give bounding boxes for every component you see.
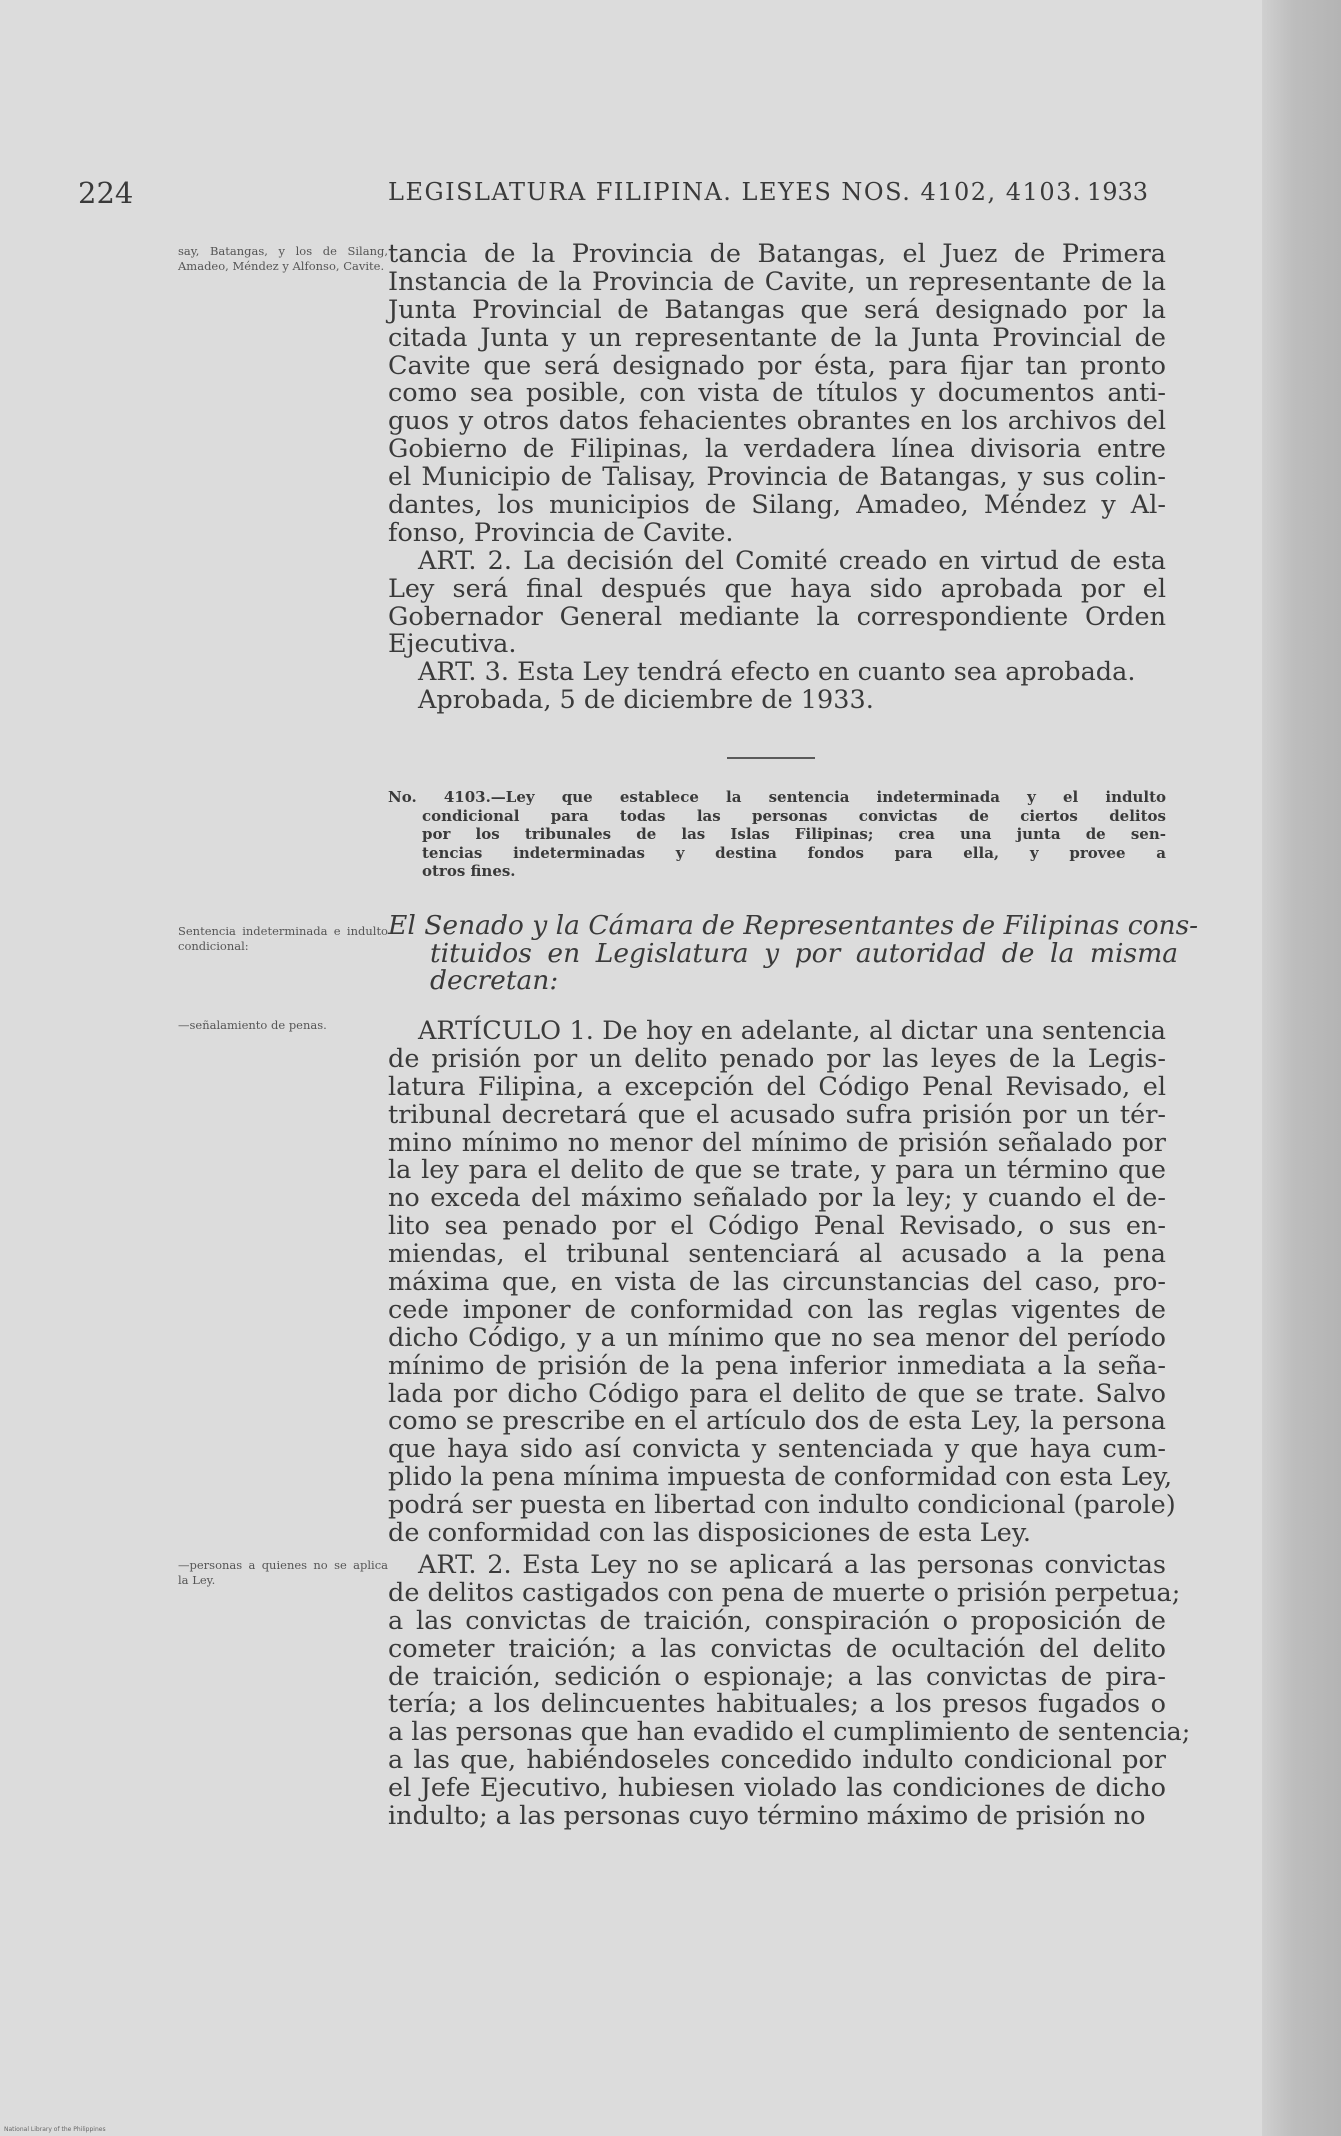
article1-line: como se prescribe en el artículo dos de esta Ley, la persona xyxy=(388,1406,1166,1437)
enacting-line: El Senado y la Cámara de Representantes de Filipinas cons- xyxy=(388,910,1199,941)
article1-line: plido la pena mínima impuesta de conformidad con esta Ley, xyxy=(388,1462,1173,1493)
article1-line: máxima que, en vista de las circunstancias del caso, pro- xyxy=(388,1267,1166,1298)
block1-line: dantes, los municipios de Silang, Amadeo, Méndez y Al- xyxy=(388,490,1166,521)
article1-line: lada por dicho Código para el delito de que se trate. Salvo xyxy=(388,1378,1166,1409)
block1-line: Instancia de la Provincia de Cavite, un representante de la xyxy=(388,266,1166,297)
block1-line: el Municipio de Talisay, Provincia de Batangas, y sus colin- xyxy=(388,462,1166,493)
page-edge-shadow xyxy=(1262,0,1341,2136)
article1-line: podrá ser puesta en libertad con indulto condicional (parole) xyxy=(388,1490,1176,1521)
running-head: LEGISLATURA FILIPINA. LEYES NOS. 4102, 4103. xyxy=(388,178,1082,206)
block1-line: guos y otros datos fehacientes obrantes en los archivos del xyxy=(388,406,1166,437)
article1-line: miendas, el tribunal sentenciará al acusado a la pena xyxy=(388,1239,1166,1270)
block1-line: ART. 3. Esta Ley tendrá efecto en cuanto sea aprobada. xyxy=(418,657,1136,688)
article1-line: de conformidad con las disposiciones de esta Ley. xyxy=(388,1518,1031,1549)
block1-line: Aprobada, 5 de diciembre de 1933. xyxy=(418,685,874,716)
article2-line: cometer traición; a las convictas de ocultación del delito xyxy=(388,1633,1166,1664)
block1-line: fonso, Provincia de Cavite. xyxy=(388,517,734,548)
article2-line: a las personas que han evadido el cumplimiento de sentencia; xyxy=(388,1717,1191,1748)
article2-line: a las que, habiéndoseles concedido indulto condicional por xyxy=(388,1745,1166,1776)
block1-line: tancia de la Provincia de Batangas, el Juez de Primera xyxy=(388,239,1166,269)
summary-line: No. 4103.—Ley que establece la sentencia indeterminada y el indulto xyxy=(388,788,1166,806)
article1-line: mínimo de prisión de la pena inferior inmediata a la seña- xyxy=(388,1350,1166,1381)
margin-note-sentencia: Sentencia indeterminada e indulto condicional: xyxy=(178,924,388,953)
section-divider xyxy=(727,757,815,759)
law-4102-text xyxy=(388,241,1166,715)
block1-line: Gobierno de Filipinas, la verdadera línea divisoria entre xyxy=(388,434,1166,465)
article2-line: el Jefe Ejecutivo, hubiesen violado las condiciones de dicho xyxy=(388,1773,1166,1804)
article2-line: indulto; a las personas cuyo término máximo de prisión no xyxy=(388,1801,1146,1832)
article-2 xyxy=(388,1550,1191,1832)
summary-line: por los tribunales de las Islas Filipinas; crea una junta de sen- xyxy=(422,825,1166,844)
block1-line: ART. 2. La decisión del Comité creado en virtud de esta xyxy=(418,545,1166,576)
summary-line: condicional para todas las personas convictas de ciertos delitos xyxy=(422,806,1166,825)
article1-line: tribunal decretará que el acusado sufra prisión por un tér- xyxy=(388,1099,1166,1130)
law-4103-summary xyxy=(388,788,1166,881)
article1-line: la ley para el delito de que se trate, y para un término que xyxy=(388,1155,1166,1186)
page-number: 224 xyxy=(78,176,134,210)
article1-line: lito sea penado por el Código Penal Revisado, o sus en- xyxy=(388,1211,1166,1242)
margin-note-personas: —personas a quienes no se aplica la Ley. xyxy=(178,1558,388,1587)
block1-line: Ley será final después que haya sido aprobada por el xyxy=(388,573,1166,604)
article1-line: no exceda del máximo señalado por la ley; y cuando el de- xyxy=(388,1183,1166,1214)
block1-line: Ejecutiva. xyxy=(388,629,517,660)
margin-note-boundary: say, Batangas, y los de Silang, Amadeo, Méndez y Alfonso, Cavite. xyxy=(178,244,388,273)
article1-line: dicho Código, y a un mínimo que no sea menor del período xyxy=(388,1322,1166,1353)
block1-line: como sea posible, con vista de títulos y documentos anti- xyxy=(388,378,1166,409)
enacting-line: tituidos en Legislatura y por autoridad de la misma xyxy=(430,937,1178,969)
block1-line: Junta Provincial de Batangas que será designado por la xyxy=(388,294,1166,325)
article2-line: de traición, sedición o espionaje; a las convictas de pira- xyxy=(388,1661,1166,1692)
block1-line: citada Junta y un representante de la Junta Provincial de xyxy=(388,322,1166,353)
article2-line: ART. 2. Esta Ley no se aplicará a las personas convictas xyxy=(418,1550,1166,1580)
enacting-clause xyxy=(388,910,1199,996)
enacting-line: decretan: xyxy=(430,965,559,996)
article2-line: de delitos castigados con pena de muerte o prisión perpetua; xyxy=(388,1577,1181,1608)
margin-note-penas: —señalamiento de penas. xyxy=(178,1018,327,1032)
footer-credit: National Library of the Philippines xyxy=(4,2126,106,2133)
article1-line: que haya sido así convicta y sentenciada y que haya cum- xyxy=(388,1434,1166,1465)
article1-line: cede imponer de conformidad con las reglas vigentes de xyxy=(388,1294,1166,1325)
running-head-year: 1933 xyxy=(1086,178,1148,206)
block1-line: Gobernador General mediante la correspondiente Orden xyxy=(388,601,1166,632)
article1-line: ARTÍCULO 1. De hoy en adelante, al dictar una sentencia xyxy=(418,1016,1166,1046)
block1-line: Cavite que será designado por ésta, para fijar tan pronto xyxy=(388,350,1166,381)
article1-line: de prisión por un delito penado por las leyes de la Legis- xyxy=(388,1043,1166,1074)
summary-line: otros fines. xyxy=(422,862,516,881)
article2-line: a las convictas de traición, conspiración o proposición de xyxy=(388,1605,1166,1636)
article2-line: tería; a los delincuentes habituales; a los presos fugados o xyxy=(388,1689,1166,1720)
page-header xyxy=(78,176,1148,220)
article1-line: latura Filipina, a excepción del Código Penal Revisado, el xyxy=(388,1071,1166,1102)
summary-line: tencias indeterminadas y destina fondos para ella, y provee a xyxy=(422,843,1166,862)
article-1 xyxy=(388,1016,1176,1549)
article1-line: mino mínimo no menor del mínimo de prisión señalado por xyxy=(388,1127,1166,1158)
